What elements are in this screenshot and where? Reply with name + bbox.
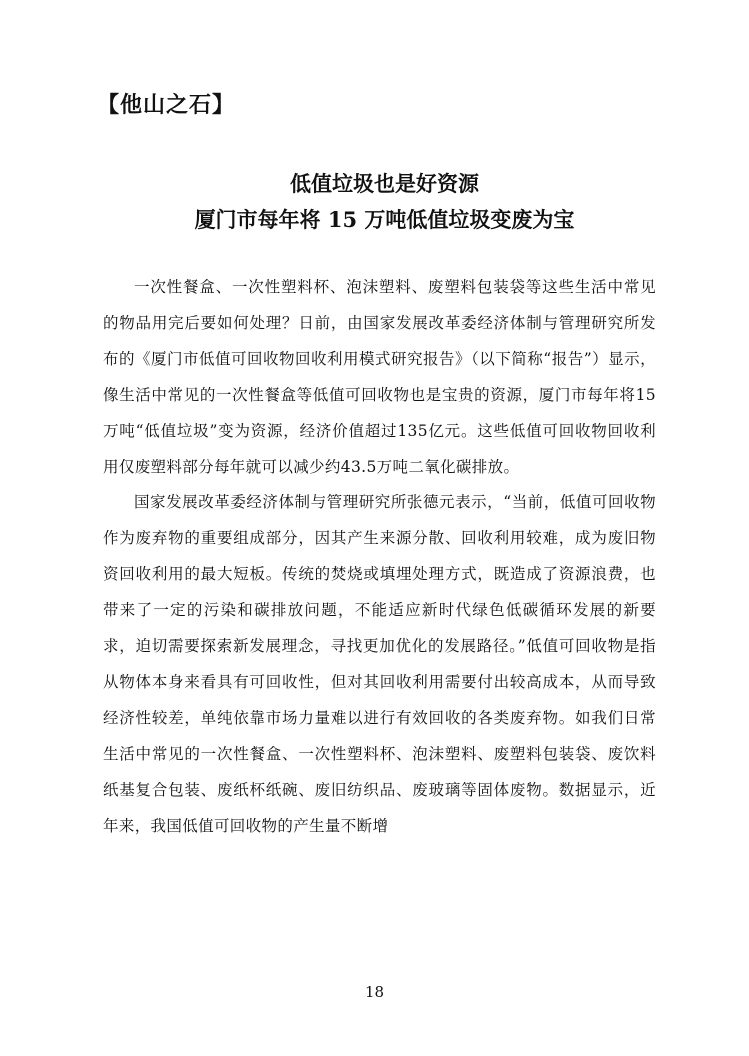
page-number: 18	[364, 983, 385, 1001]
article-title-line-2: 厦门市每年将 15 万吨低值垃圾变废为宝	[194, 207, 575, 232]
article-body	[103, 270, 656, 845]
section-label: 【他山之石】	[97, 92, 236, 118]
body-paragraph-1: 一次性餐盒、一次性塑料杯、泡沫塑料、废塑料包装袋等这些生活中常见的物品用完后要如何处理？日前，由国家发展改革委经济体制与管理研究所发布的《厦门市低值可回收物回收利用模式研究报告》（以下简称“报告”）显示，像生活中常见的一次性餐盒等低值可回收物也是宝贵的资源，厦门市每年将15万吨“低值垃圾”变为资源，经济价值超过135亿元。这些低值可回收物回收利用仅废塑料部分每年就可以减少约43.5万吨二氧化碳排放。	[103, 278, 656, 476]
article-title	[0, 166, 749, 238]
body-paragraph-2: 国家发展改革委经济体制与管理研究所张德元表示，“当前，低值可回收物作为废弃物的重要组成部分，因其产生来源分散、回收利用较难，成为废旧物资回收利用的最大短板。传统的焚烧或填埋处理方式，既造成了资源浪费，也带来了一定的污染和碳排放问题，不能适应新时代绿色低碳循环发展的新要求，迫切需要探索新发展理念，寻找更加优化的发展路径。”低值可回收物是指从物体本身来看具有可回收性，但对其回收利用需要付出较高成本，从而导致经济性较差，单纯依靠市场力量难以进行有效回收的各类废弃物。如我们日常生活中常见的一次性餐盒、一次性塑料杯、泡沫塑料、废塑料包装袋、废饮料纸基复合包装、废纸杯纸碗、废旧纺织品、废玻璃等固体废物。数据显示，近年来，我国低值可回收物的产生量不断增	[103, 493, 656, 835]
article-title-line-1: 低值垃圾也是好资源	[290, 171, 479, 196]
